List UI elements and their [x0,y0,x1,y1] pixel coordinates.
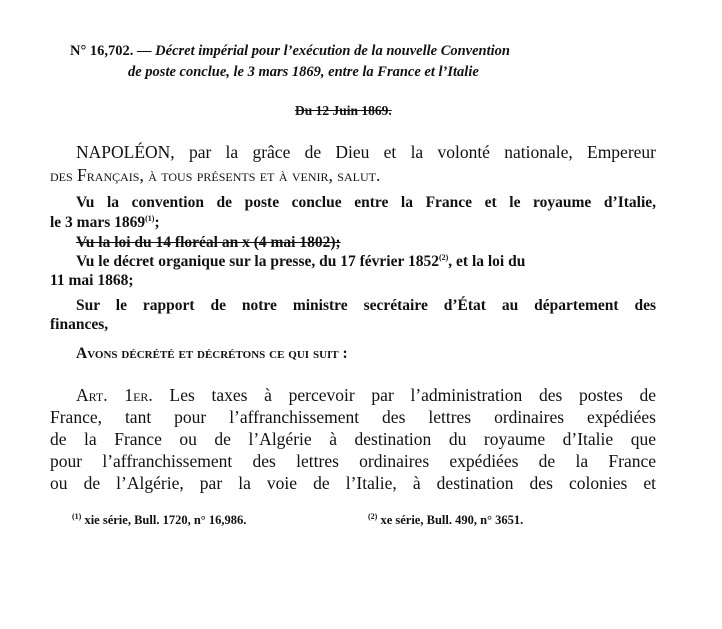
decree-title-line2: de poste conclue, le 3 mars 1869, entre la France et l’Italie [128,64,479,80]
vu-convention-line1: Vu la convention de poste conclue entre la France et le royaume d’Italie, [76,194,656,211]
footnote-1: $^{(1)}$ xie série, Bull. 1720, n° 16,986. [72,512,247,528]
preamble-line2: des Français, à tous présents et à venir, salut. [50,165,381,185]
vu-convention-line2: le 3 mars 1869$^{(1)}$; [50,214,160,232]
vu-decret-presse-line1: Vu le décret organique sur la presse, du 17 février 1852$^{(2)}$, et la loi du [76,253,526,271]
article1-label: Art. 1er. [76,385,153,405]
article1-line1: Art. 1er. Les taxes à percevoir par l’administration des postes de [76,385,656,405]
preamble-line1: NAPOLÉON, par la grâce de Dieu et la volonté nationale, Empereur [76,142,656,162]
decree-title-line1: Décret impérial pour l’exécution de la nouvelle Convention [155,43,510,59]
decree-date: Du 12 Juin 1869. [295,103,392,118]
decree-heading-line2 [128,64,479,81]
article1-line2: France, tant pour l’affranchissement des lettres ordinaires expédiées [50,407,656,427]
rapport-line1: Sur le rapport de notre ministre secrétaire d’État au département des [76,297,656,314]
decision-line: Avons décrété et décrétons ce qui suit : [76,345,348,362]
article1-line3: de la France ou de l’Algérie à destination du royaume d’Italie que [50,429,656,449]
article1-line4: pour l’affranchissement des lettres ordinaires expédiées de la France [50,451,656,471]
vu-loi-floreal: Vu la loi du 14 floréal an x (4 mai 1802); [76,234,341,251]
vu-decret-presse-line2: 11 mai 1868; [50,272,134,289]
footnote-ref-1: (1) [145,214,155,223]
rapport-line2: finances, [50,316,109,333]
footnote-2: $^{(2)}$ xe série, Bull. 490, n° 3651. [368,512,524,528]
article1-line5: ou de l’Algérie, par la voie de l’Italie, à destination des colonies et [50,473,656,493]
decree-heading-line1 [70,43,510,60]
decree-number: N° 16,702. — [70,43,152,59]
footnote-ref-2: (2) [438,253,449,262]
